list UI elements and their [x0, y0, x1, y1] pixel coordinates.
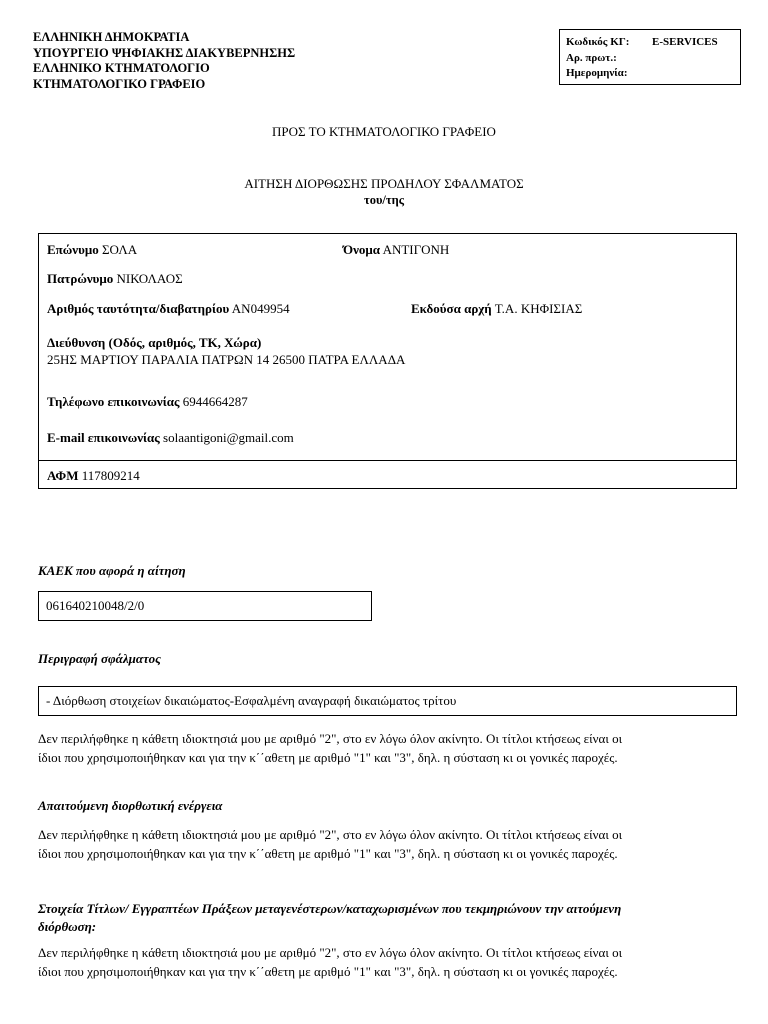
issuing-authority-value: Τ.Α. ΚΗΦΙΣΙΑΣ [494, 301, 583, 316]
supporting-titles-text [38, 943, 678, 981]
surname-label: Επώνυμο [47, 242, 99, 257]
father-name-field [47, 271, 183, 287]
phone-value: 6944664287 [182, 394, 248, 409]
email-value: solaantigoni@gmail.com [163, 430, 294, 445]
email-field [47, 430, 294, 446]
surname-value: ΣΟΛΑ [101, 242, 138, 257]
father-name-value: ΝΙΚΟΛΑΟΣ [116, 271, 183, 286]
issuing-authority-field [411, 301, 582, 317]
action-text-line-1: Δεν περιλήφθηκε η κάθετη ιδιοκτησιά μου με αριθμό "2", στο εν λόγω όλον ακίνητο. Οι τίτλοι κτήσεως είναι οι [38, 827, 623, 842]
registry-code-box [559, 29, 741, 85]
kaek-value: 061640210048/2/0 [46, 598, 145, 613]
id-number-field [47, 301, 290, 317]
kaek-box [38, 591, 372, 621]
corrective-action-label: Απαιτούμενη διορθωτική ενέργεια [38, 798, 223, 813]
code-value: E-SERVICES [652, 36, 718, 48]
header-line-4: ΚΤΗΜΑΤΟΛΟΓΙΚΟ ΓΡΑΦΕΙΟ [33, 76, 206, 91]
id-number-value: ΑΝ049954 [231, 301, 290, 316]
protocol-label: Αρ. πρωτ.: [566, 52, 617, 64]
name-value: ΑΝΤΙΓΟΝΗ [382, 242, 450, 257]
request-subtitle: του/της [363, 193, 405, 207]
surname-field [47, 242, 137, 258]
issuer-header [33, 30, 295, 92]
afm-divider [39, 460, 736, 461]
error-description-label: Περιγραφή σφάλματος [38, 651, 161, 666]
name-field [343, 242, 449, 258]
email-label: E-mail επικοινωνίας [47, 430, 160, 445]
error-text-line-2: ίδιοι που χρησιμοποιήθηκαν και για την κ΄΄αθετη με αριθμό "1" και "3", δηλ. η σύσταση κι οι γονικές παροχές. [38, 750, 618, 765]
kaek-label: ΚΑΕΚ που αφορά η αίτηση [38, 563, 186, 578]
phone-field [47, 394, 248, 410]
supporting-titles-label-line-1: Στοιχεία Τίτλων/ Εγγραπτέων Πράξεων μεταγενέστερων/καταχωρισμένων που τεκμηριώνουν την αιτούμενη [38, 901, 622, 916]
error-type-value: - Διόρθωση στοιχείων δικαιώματος-Εσφαλμένη αναγραφή δικαιώματος τρίτου [46, 693, 457, 708]
afm-field [47, 468, 140, 484]
header-line-1: ΕΛΛΗΝΙΚΗ ΔΗΜΟΚΡΑΤΙΑ [33, 30, 190, 44]
supporting-titles-label-line-2: διόρθωση: [38, 919, 97, 934]
phone-label: Τηλέφωνο επικοινωνίας [47, 394, 180, 409]
issuing-authority-label: Εκδούσα αρχή [411, 301, 492, 316]
address-label: Διεύθυνση (Οδός, αριθμός, ΤΚ, Χώρα) [47, 335, 262, 350]
request-title: ΑΙΤΗΣΗ ΔΙΟΡΘΩΣΗΣ ΠΡΟΔΗΛΟΥ ΣΦΑΛΜΑΤΟΣ [244, 176, 524, 191]
titles-text-line-1: Δεν περιλήφθηκε η κάθετη ιδιοκτησιά μου με αριθμό "2", στο εν λόγω όλον ακίνητο. Οι τίτλοι κτήσεως είναι οι [38, 945, 623, 960]
header-line-2: ΥΠΟΥΡΓΕΙΟ ΨΗΦΙΑΚΗΣ ΔΙΑΚΥΒΕΡΝΗΣΗΣ [33, 45, 296, 60]
afm-label: ΑΦΜ [47, 468, 79, 483]
name-label: Όνομα [343, 242, 381, 257]
addressee-title: ΠΡΟΣ ΤΟ ΚΤΗΜΑΤΟΛΟΓΙΚΟ ΓΡΑΦΕΙΟ [272, 124, 496, 139]
error-type-box [38, 686, 737, 716]
corrective-action-text [38, 825, 678, 863]
error-text-line-1: Δεν περιλήφθηκε η κάθετη ιδιοκτησιά μου με αριθμό "2", στο εν λόγω όλον ακίνητο. Οι τίτλοι κτήσεως είναι οι [38, 731, 623, 746]
afm-value: 117809214 [81, 468, 140, 483]
titles-text-line-2: ίδιοι που χρησιμοποιήθηκαν και για την κ΄΄αθετη με αριθμό "1" και "3", δηλ. η σύσταση κι οι γονικές παροχές. [38, 964, 618, 979]
header-line-3: ΕΛΛΗΝΙΚΟ ΚΤΗΜΑΤΟΛΟΓΙΟ [33, 61, 210, 75]
action-text-line-2: ίδιοι που χρησιμοποιήθηκαν και για την κ΄΄αθετη με αριθμό "1" και "3", δηλ. η σύσταση κι οι γονικές παροχές. [38, 846, 618, 861]
father-name-label: Πατρώνυμο [47, 271, 114, 286]
error-description-text [38, 729, 678, 767]
code-label: Κωδικός ΚΓ: [566, 36, 630, 48]
date-label: Ημερομηνία: [566, 67, 628, 79]
supporting-titles-label [38, 900, 738, 936]
applicant-details-box [38, 233, 737, 489]
address-value: 25ΗΣ ΜΑΡΤΙΟΥ ΠΑΡΑΛΙΑ ΠΑΤΡΩΝ 14 26500 ΠΑΤΡΑ ΕΛΛΑΔΑ [47, 352, 406, 367]
id-number-label: Αριθμός ταυτότητα/διαβατηρίου [47, 301, 230, 316]
